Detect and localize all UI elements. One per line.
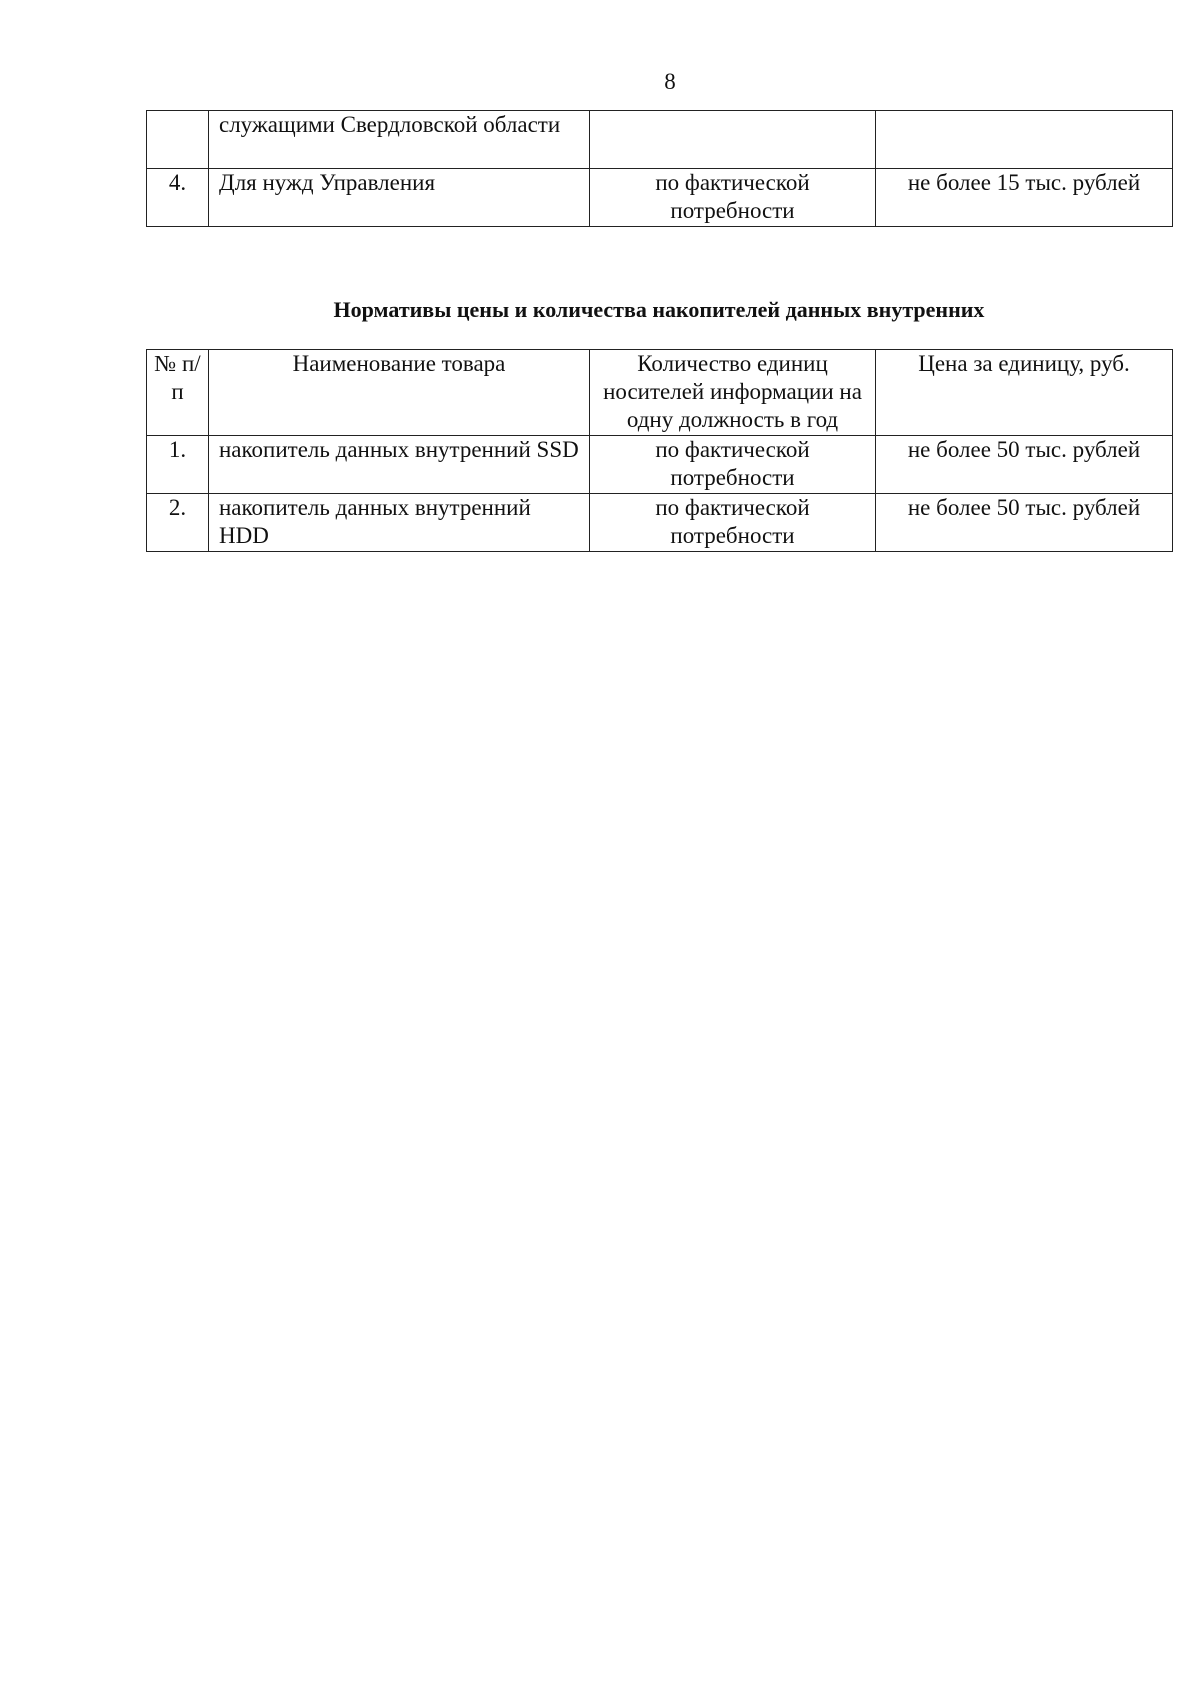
item-name: Для нужд Управления bbox=[209, 169, 590, 227]
item-name: служащими Свердловской области bbox=[209, 111, 590, 169]
page-number: 8 bbox=[664, 69, 676, 94]
table-row bbox=[147, 494, 1173, 552]
section-heading: Нормативы цены и количества накопителей данных внутренних bbox=[333, 297, 985, 322]
row-number: 2. bbox=[147, 494, 209, 552]
row-number: 4. bbox=[147, 169, 209, 227]
item-price: не более 50 тыс. рублей bbox=[876, 436, 1173, 494]
table-row bbox=[147, 111, 1173, 169]
header-price: Цена за единицу, руб. bbox=[876, 350, 1173, 436]
header-number: № п/п bbox=[147, 350, 209, 436]
item-price bbox=[876, 111, 1173, 169]
table-header-row bbox=[147, 350, 1173, 436]
item-quantity: по фактической потребности bbox=[590, 436, 876, 494]
row-number bbox=[147, 111, 209, 169]
header-name: Наименование товара bbox=[209, 350, 590, 436]
continued-table bbox=[146, 110, 1173, 227]
table-row bbox=[147, 436, 1173, 494]
item-price: не более 50 тыс. рублей bbox=[876, 494, 1173, 552]
table-row bbox=[147, 169, 1173, 227]
row-number: 1. bbox=[147, 436, 209, 494]
header-quantity: Количество единиц носителей информации на одну должность в год bbox=[590, 350, 876, 436]
storage-norms-table bbox=[146, 349, 1173, 552]
item-quantity: по фактической потребности bbox=[590, 169, 876, 227]
item-name: накопитель данных внутренний HDD bbox=[209, 494, 590, 552]
item-quantity: по фактической потребности bbox=[590, 494, 876, 552]
item-name: накопитель данных внутренний SSD bbox=[209, 436, 590, 494]
item-price: не более 15 тыс. рублей bbox=[876, 169, 1173, 227]
item-quantity bbox=[590, 111, 876, 169]
